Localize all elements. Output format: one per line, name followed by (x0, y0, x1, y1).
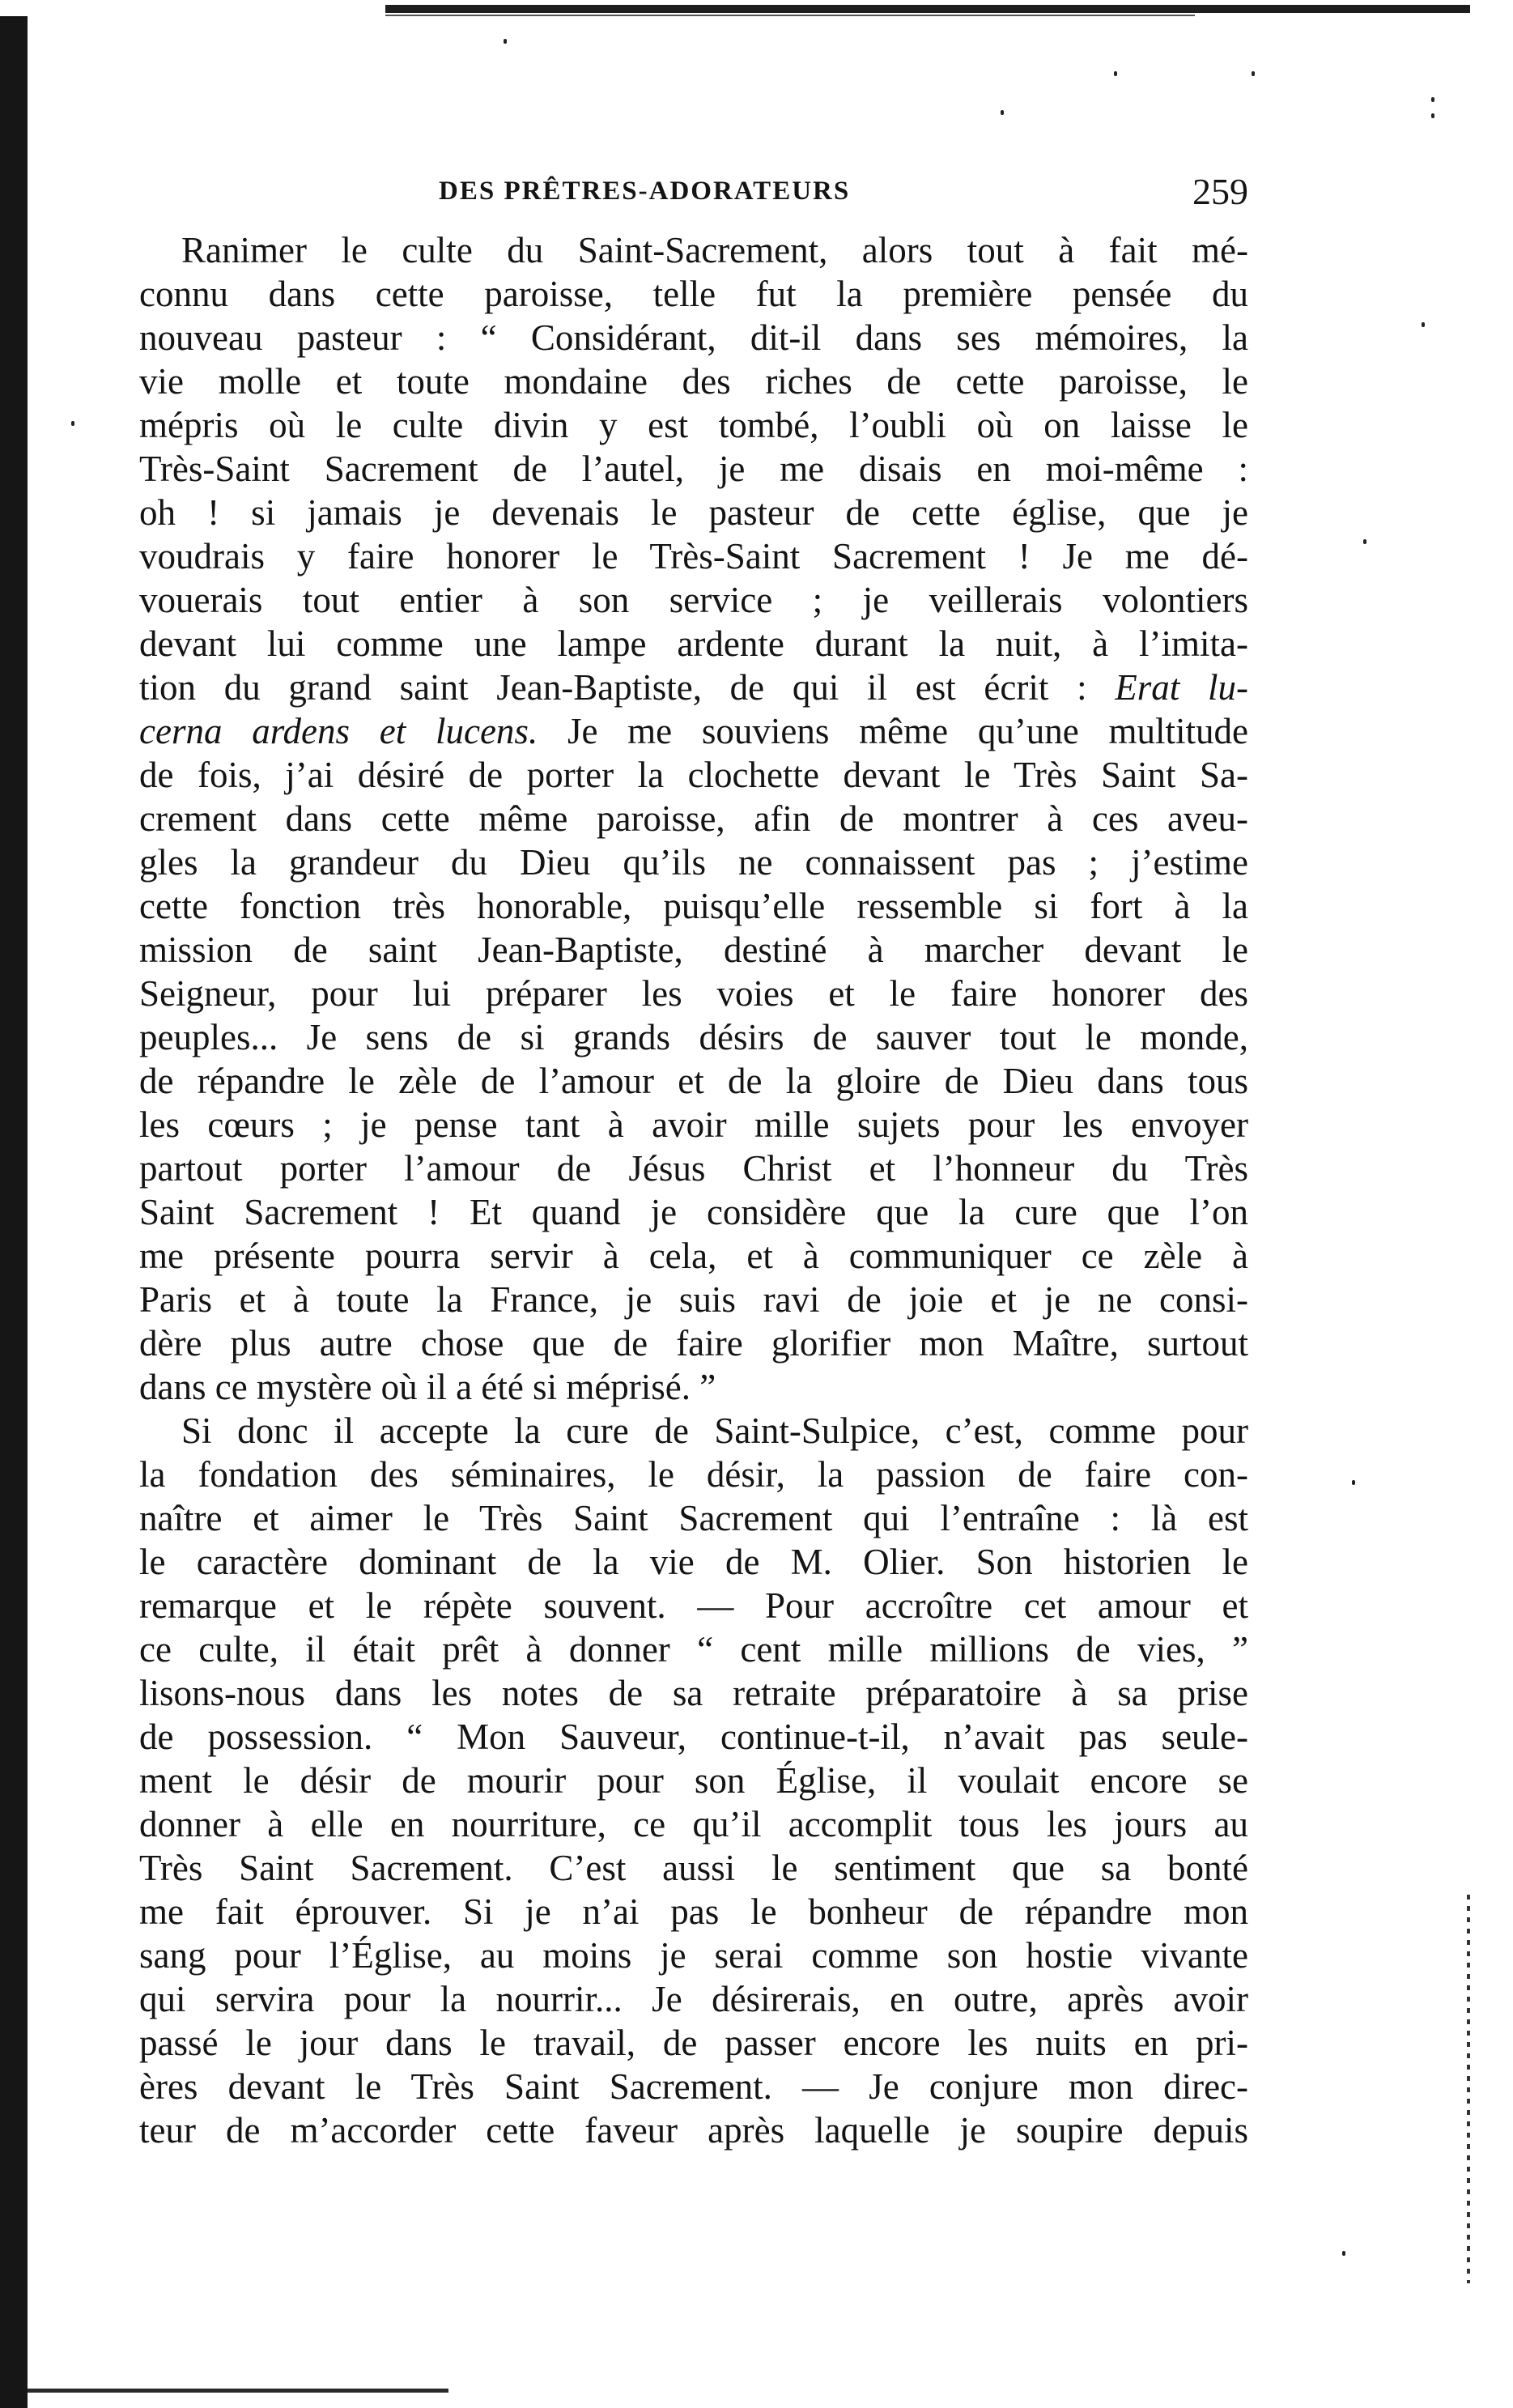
text-line: lisons-nous dans les notes de sa retraite préparatoire à sa prise (139, 1673, 1248, 1713)
text-line: me présente pourra servir à cela, et à communiquer ce zèle à (139, 1236, 1248, 1276)
text-line: nouveau pasteur : “ Considérant, dit-il dans ses mémoires, la (139, 317, 1248, 358)
text-line: les cœurs ; je pense tant à avoir mille sujets pour les envoyer (139, 1104, 1248, 1145)
text-line: vouerais tout entier à son service ; je veillerais volontiers (139, 580, 1248, 620)
running-head: DES PRÊTRES-ADORATEURS (439, 177, 851, 206)
text-line: Très-Saint Sacrement de l’autel, je me disais en moi-même : (139, 449, 1248, 489)
scan-speck (1001, 110, 1004, 115)
scan-bottom-rule (28, 2389, 448, 2393)
page-number: 259 (1192, 171, 1248, 212)
text-line: dans ce mystère où il a été si méprisé. ” (139, 1367, 716, 1407)
text-line: mission de saint Jean-Baptiste, destiné à marcher devant le (139, 930, 1248, 970)
scan-right-edge-noise (1467, 1895, 1470, 2283)
text-line: Ranimer le culte du Saint-Sacrement, alors tout à fait mé- (181, 230, 1248, 270)
scan-speck (1252, 71, 1255, 76)
page-header (139, 168, 1248, 217)
italic-quotation: cerna ardens et lucens. (139, 711, 538, 751)
text-line: qui servira pour la nourrir... Je désirerais, en outre, après avoir (139, 1979, 1248, 2019)
text-line: vie molle et toute mondaine des riches de cette paroisse, le (139, 361, 1248, 402)
text-line: teur de m’accorder cette faveur après laquelle je soupire depuis (139, 2110, 1248, 2151)
scan-speck (1431, 113, 1434, 118)
text-line: ce culte, il était prêt à donner “ cent mille millions de vies, ” (139, 1629, 1248, 1670)
text-line: Si donc il accepte la cure de Saint-Sulpice, c’est, comme pour (181, 1410, 1248, 1451)
scan-speck (1431, 97, 1434, 102)
text-line: peuples... Je sens de si grands désirs de sauver tout le monde, (139, 1017, 1248, 1057)
text-line: partout porter l’amour de Jésus Christ et l’honneur du Très (139, 1148, 1248, 1189)
text-line: la fondation des séminaires, le désir, la passion de faire con- (139, 1454, 1248, 1495)
scan-speck (71, 421, 74, 426)
text-line: oh ! si jamais je devenais le pasteur de cette église, que je (139, 492, 1248, 533)
text-line: Paris et à toute la France, je suis ravi de joie et je ne consi- (139, 1279, 1248, 1320)
text-line: mépris où le culte divin y est tombé, l’oubli où on laisse le (139, 405, 1248, 445)
text-line: cette fonction très honorable, puisqu’elle ressemble si fort à la (139, 886, 1248, 926)
text-line: dère plus autre chose que de faire glorifier mon Maître, surtout (139, 1323, 1248, 1364)
text-line (139, 666, 1248, 709)
text-line: de fois, j’ai désiré de porter la clochette devant le Très Saint Sa- (139, 755, 1248, 795)
text-line: Saint Sacrement ! Et quand je considère que la cure que l’on (139, 1192, 1248, 1232)
scan-speck (1352, 1480, 1355, 1485)
scan-speck (1422, 322, 1425, 327)
text-segment: tion du grand saint Jean-Baptiste, de qui il est écrit : (139, 667, 1116, 708)
text-line: le caractère dominant de la vie de M. Olier. Son historien le (139, 1542, 1248, 1582)
text-line: donner à elle en nourriture, ce qu’il accomplit tous les jours au (139, 1804, 1248, 1844)
scan-speck (504, 39, 507, 44)
text-line: devant lui comme une lampe ardente durant la nuit, à l’imita- (139, 623, 1248, 664)
text-line: de possession. “ Mon Sauveur, continue-t-il, n’avait pas seule- (139, 1717, 1248, 1757)
scan-binding-shadow (0, 16, 28, 2408)
scan-top-rule-thin (385, 15, 1195, 16)
scan-top-rule (385, 5, 1470, 13)
text-line: ères devant le Très Saint Sacrement. — Je conjure mon direc- (139, 2066, 1248, 2107)
scan-speck (1363, 539, 1366, 544)
text-line: voudrais y faire honorer le Très-Saint Sacrement ! Je me dé- (139, 536, 1248, 576)
text-line: passé le jour dans le travail, de passer encore les nuits en pri- (139, 2023, 1248, 2063)
text-line: connu dans cette paroisse, telle fut la première pensée du (139, 274, 1248, 314)
body-text (139, 228, 1248, 2152)
scan-speck (1342, 2251, 1345, 2256)
text-line: crement dans cette même paroisse, afin de montrer à ces aveu- (139, 798, 1248, 839)
text-line: ment le désir de mourir pour son Église, il voulait encore se (139, 1760, 1248, 1801)
text-line: sang pour l’Église, au moins je serai comme son hostie vivante (139, 1935, 1248, 1976)
italic-quotation: Erat lu- (1115, 667, 1248, 708)
scan-speck (1114, 71, 1117, 76)
text-line (139, 709, 1248, 753)
text-line: Seigneur, pour lui préparer les voies et le faire honorer des (139, 973, 1248, 1014)
text-line: gles la grandeur du Dieu qu’ils ne connaissent pas ; j’estime (139, 842, 1248, 883)
text-line: me fait éprouver. Si je n’ai pas le bonheur de répandre mon (139, 1891, 1248, 1932)
text-line: Très Saint Sacrement. C’est aussi le sentiment que sa bonté (139, 1848, 1248, 1888)
text-line: naître et aimer le Très Saint Sacrement qui l’entraîne : là est (139, 1498, 1248, 1538)
text-line: remarque et le répète souvent. — Pour accroître cet amour et (139, 1585, 1248, 1626)
text-segment: Je me souviens même qu’une multitude (538, 711, 1248, 751)
text-line: de répandre le zèle de l’amour et de la gloire de Dieu dans tous (139, 1061, 1248, 1101)
